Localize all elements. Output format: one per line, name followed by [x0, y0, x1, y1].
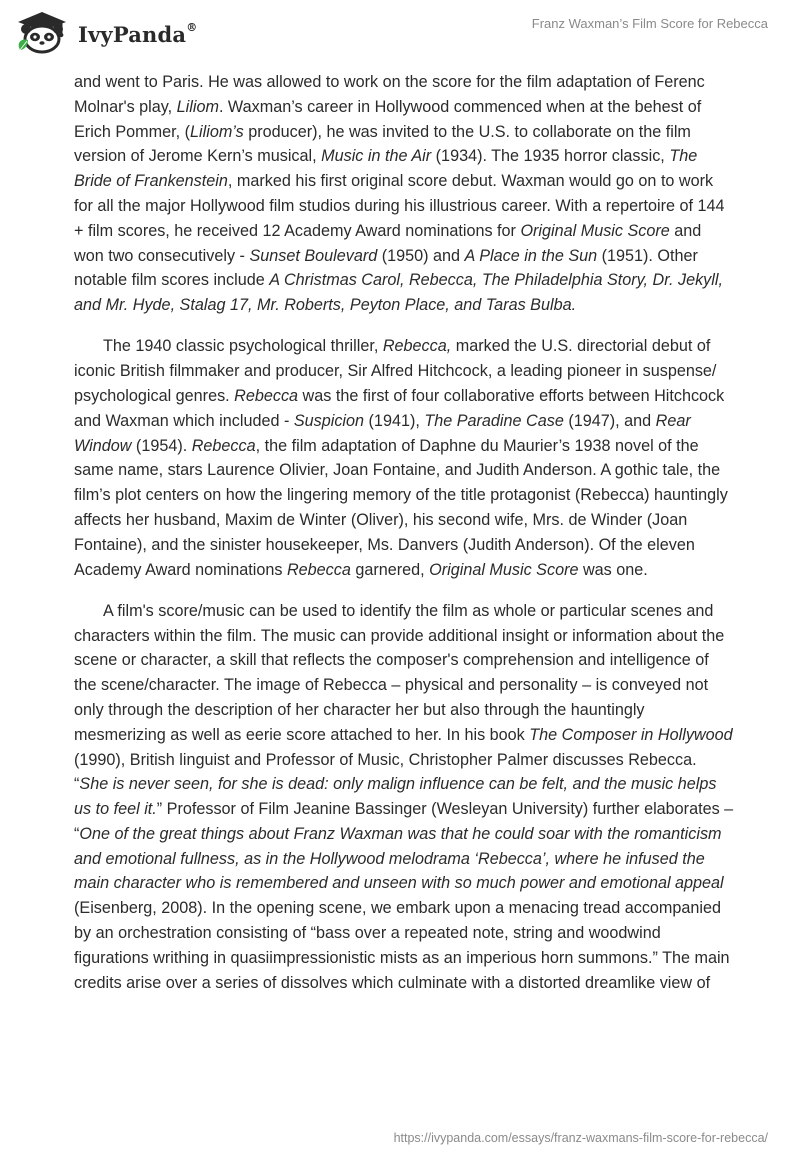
text-run: was the first of four collaborative efforts between Hitchcock and Waxman which included - [74, 386, 725, 430]
text-run: The 1940 classic psychological thriller, [103, 337, 383, 356]
italic-text: Rebecca [286, 560, 351, 579]
italic-text: Liliom’s [190, 122, 244, 141]
text-run: and won two consecutively - [74, 221, 702, 265]
italic-text: Rebecca [191, 436, 256, 455]
italic-text: Original Music Score [520, 221, 670, 240]
text-run: (Eisenberg, 2008). In the opening scene, we embark upon a menacing tread accompanied by an orchestration consisting of “bass over a repeated note, string and woodwind figurations writhing in quasiimpressionistic mists as an imperious horn summons.” The main credits arise over a series of dissolves which culminate with a distorted dreamlike view of [74, 899, 730, 992]
page-header [0, 0, 800, 72]
paragraph [74, 334, 734, 582]
text-run: marked the U.S. directorial debut of iconic British filmmaker and producer, Sir Alfred Hitchcock, a leading pioneer in suspense/ psychological genres. [74, 337, 717, 405]
italic-text: Rebecca, [382, 337, 452, 356]
italic-text: A Place in the Sun [464, 246, 598, 265]
registered-mark: ® [186, 20, 198, 34]
text-run: (1990), British linguist and Professor of Music, Christopher Palmer discusses Rebecca. “ [74, 750, 697, 794]
panda-graduate-icon [14, 10, 70, 54]
text-run: producer), he was invited to the U.S. to collaborate on the film version of Jerome Kern’s musical, [74, 122, 691, 166]
italic-text: The Composer in Hollywood [529, 725, 733, 744]
italic-text: Music in the Air [321, 147, 432, 166]
italic-text: She is never seen, for she is dead: only malign influence can be felt, and the music helps us to feel it. [74, 775, 717, 819]
ivypanda-logo[interactable] [14, 10, 197, 54]
italic-text: A Christmas Carol, Rebecca, The Philadelphia Story, Dr. Jekyll, and Mr. Hyde, Stalag 17, Mr. Roberts, Peyton Place, and Taras Bulba. [74, 271, 723, 315]
text-run: (1954). [131, 436, 192, 455]
text-run: A film's score/music can be used to identify the film as whole or particular scenes and characters within the film. The music can provide additional insight or information about the scene or character, a skill that reflects the composer's comprehension and intelligence of the scene/character. The image of Rebecca – physical and personality – is conveyed not only through the description of her character her but also through the hauntingly mesmerizing as well as eerie score attached to her. In his book [74, 601, 725, 744]
italic-text: Original Music Score [429, 560, 579, 579]
italic-text: Rebecca [234, 386, 299, 405]
italic-text: Liliom [176, 97, 219, 116]
essay-body [74, 70, 734, 1012]
text-run: . Waxman’s career in Hollywood commenced when at the behest of Erich Pommer, ( [74, 97, 702, 141]
text-run: (1951). Other notable film scores include [74, 246, 698, 290]
text-run: , the film adaptation of Daphne du Maurier’s 1938 novel of the same name, stars Laurence Olivier, Joan Fontaine, and Judith Anderson. A gothic tale, the film’s plot centers on how the lingering memory of the title protagonist (Rebecca) hauntingly affects her husband, Maxim de Winter (Oliver), his second wife, Mrs. de Winder (Joan Fontaine), and the sinister housekeeper, Ms. Danvers (Judith Anderson). Of the eleven Academy Award nominations [74, 436, 728, 579]
italic-text: One of the great things about Franz Waxman was that he could soar with the romanticism and emotional fullness, as in the Hollywood melodrama ‘Rebecca’, where he infused the main character who is remembered and unseen with so much power and emotional appeal [74, 824, 724, 893]
brand-name: IvyPanda® [78, 20, 198, 47]
paragraph [74, 599, 734, 996]
paragraph [74, 70, 734, 318]
text-run: ” Professor of Film Jeanine Bassinger (Wesleyan University) further elaborates – “ [74, 800, 734, 843]
text-run: (1950) and [377, 246, 465, 265]
italic-text: The Bride of Frankenstein [74, 147, 698, 191]
text-run: (1934). The 1935 horror classic, [431, 147, 670, 166]
italic-text: Sunset Boulevard [249, 246, 378, 265]
text-run: garnered, [350, 560, 430, 579]
text-run: and went to Paris. He was allowed to work on the score for the film adaptation of Ferenc Molnar's play, [74, 73, 705, 116]
italic-text: Suspicion [293, 411, 365, 430]
text-run: , marked his first original score debut. Waxman would go on to work for all the major Hollywood film studios during his illustrious career. With a repertoire of 144 + film scores, he received 12 Academy Award nominations for [74, 172, 725, 240]
source-url[interactable]: https://ivypanda.com/essays/franz-waxmans-film-score-for-rebecca/ [393, 1131, 768, 1145]
italic-text: Rear Window [74, 411, 691, 455]
text-run: was one. [578, 560, 648, 579]
text-run: (1941), [364, 411, 425, 430]
document-title: Franz Waxman’s Film Score for Rebecca [531, 16, 768, 31]
italic-text: The Paradine Case [424, 411, 564, 430]
text-run: (1947), and [563, 411, 656, 430]
